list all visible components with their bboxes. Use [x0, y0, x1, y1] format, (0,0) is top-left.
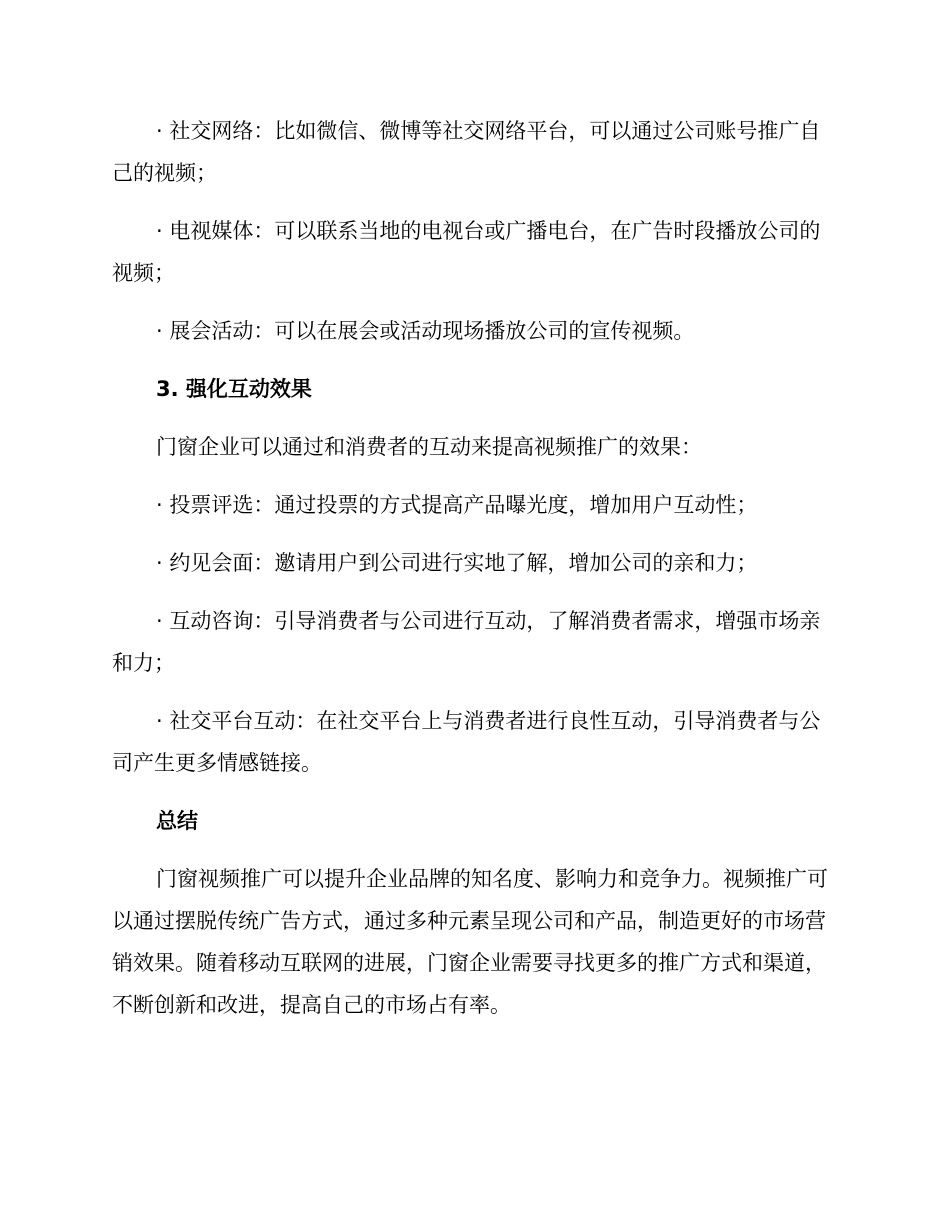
bullet-meeting: · 约见会面：邀请用户到公司进行实地了解，增加公司的亲和力； [156, 551, 758, 575]
interaction-intro-paragraph: 门窗企业可以通过和消费者的互动来提高视频推广的效果： [156, 435, 702, 459]
bullet-tv-media: · 电视媒体：可以联系当地的电视台或广播电台，在广告时段播放公司的视频； [112, 219, 821, 285]
bullet-social-network: · 社交网络：比如微信、微博等社交网络平台，可以通过公司账号推广自己的视频； [112, 119, 821, 185]
bullet-exhibition: · 展会活动：可以在展会或活动现场播放公司的宣传视频。 [156, 319, 695, 343]
bullet-voting: · 投票评选：通过投票的方式提高产品曝光度，增加用户互动性； [156, 493, 758, 517]
section-heading-summary: 总结 [156, 809, 198, 833]
document-body [112, 110, 832, 1042]
bullet-social-platform: · 社交平台互动：在社交平台上与消费者进行良性互动，引导消费者与公司产生更多情感链接。 [112, 709, 821, 775]
summary-paragraph: 门窗视频推广可以提升企业品牌的知名度、影响力和竞争力。视频推广可以通过摆脱传统广告方式，通过多种元素呈现公司和产品，制造更好的市场营销效果。随着移动互联网的进展，门窗企业需要寻找更多的推广方式和渠道，不断创新和改进，提高自己的市场占有率。 [112, 867, 828, 1017]
section-heading-interaction: 3. 强化互动效果 [156, 377, 312, 401]
bullet-consultation: · 互动咨询：引导消费者与公司进行互动，了解消费者需求，增强市场亲和力； [112, 609, 821, 675]
